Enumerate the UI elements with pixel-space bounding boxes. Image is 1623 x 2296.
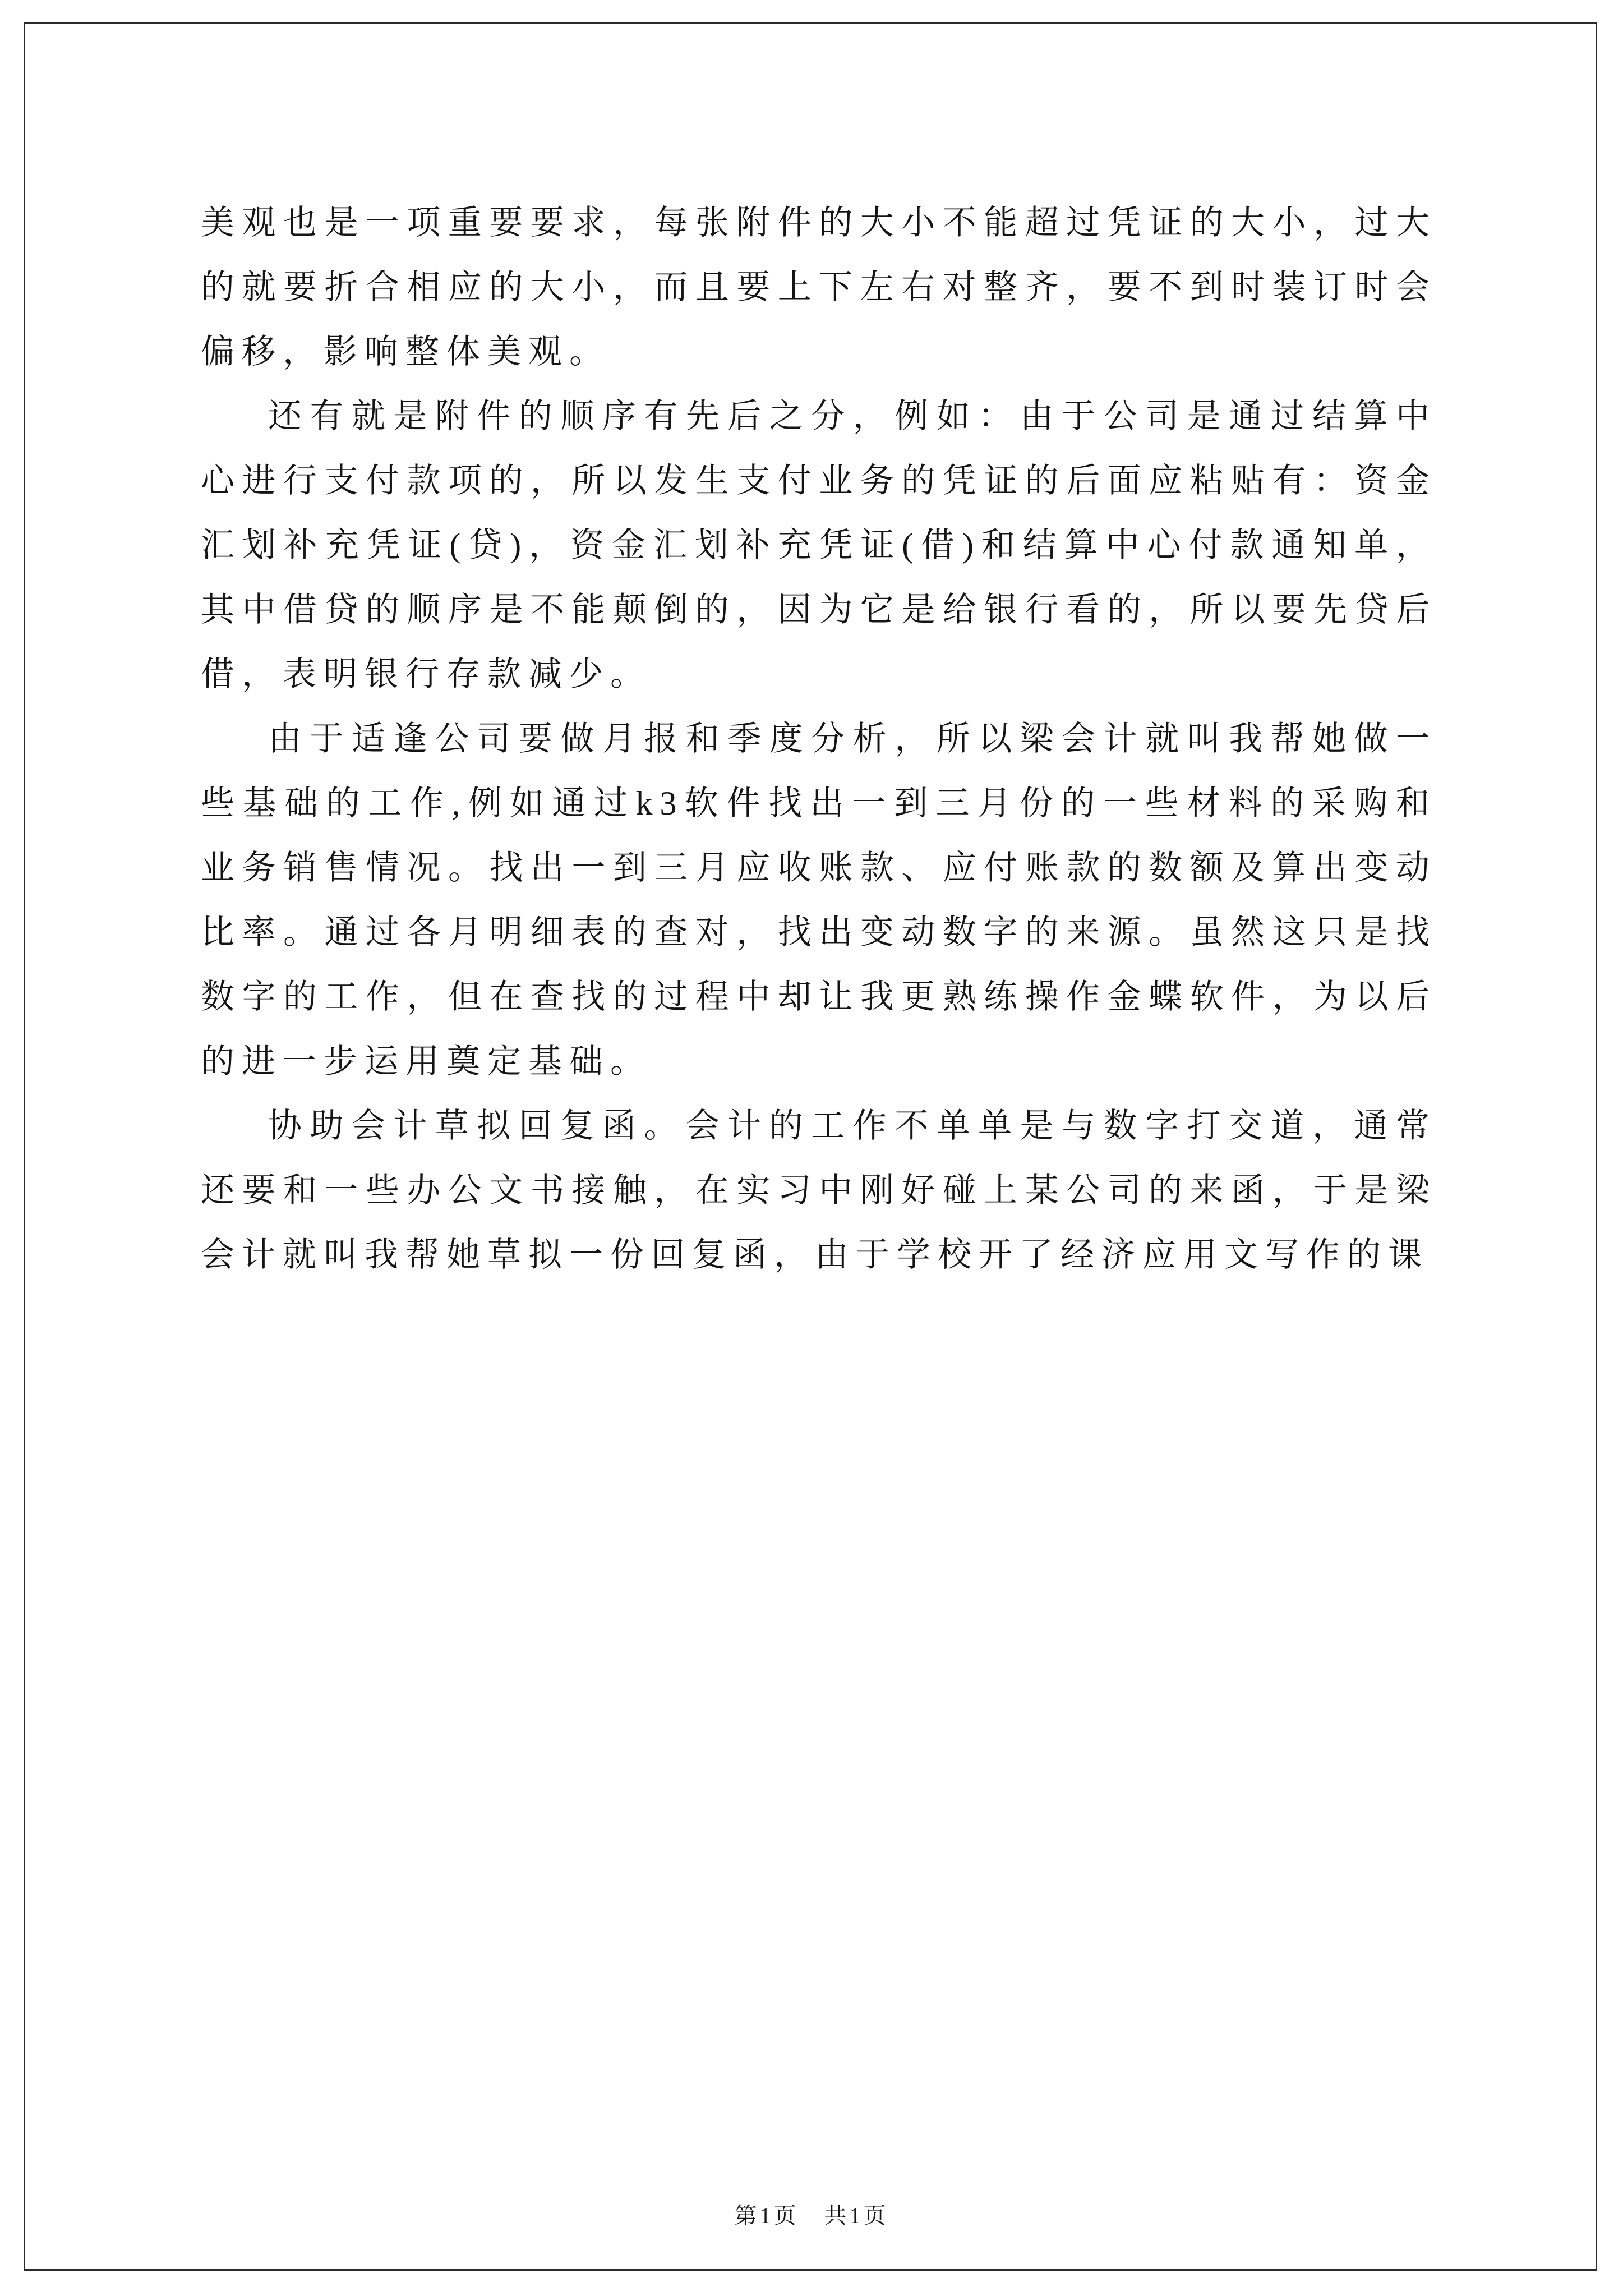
page-number-label: 第1页 共1页 [734,2203,889,2228]
document-content [201,191,1437,1287]
paragraph: 由于适逢公司要做月报和季度分析，所以梁会计就叫我帮她做一些基础的工作,例如通过k3软件找出一到三月份的一些材料的采购和业务销售情况。找出一到三月应收账款、应付账款的数额及算出变动比率。通过各月明细表的查对，找出变动数字的来源。虽然这只是找数字的工作，但在查找的过程中却让我更熟练操作金蝶软件，为以后的进一步运用奠定基础。 [201,720,1437,1080]
paragraph: 美观也是一项重要要求，每张附件的大小不能超过凭证的大小，过大的就要折合相应的大小，而且要上下左右对整齐，要不到时装订时会偏移，影响整体美观。 [201,204,1437,370]
paragraph: 还有就是附件的顺序有先后之分，例如：由于公司是通过结算中心进行支付款项的，所以发生支付业务的凭证的后面应粘贴有：资金汇划补充凭证(贷)，资金汇划补充凭证(借)和结算中心付款通知单，其中借贷的顺序是不能颠倒的，因为它是给银行看的，所以要先贷后借，表明银行存款减少。 [201,398,1437,693]
page-footer [0,2198,1623,2230]
paragraph: 协助会计草拟回复函。会计的工作不单单是与数字打交道，通常还要和一些办公文书接触，在实习中刚好碰上某公司的来函，于是梁会计就叫我帮她草拟一份回复函，由于学校开了经济应用文写作的课 [201,1107,1437,1273]
